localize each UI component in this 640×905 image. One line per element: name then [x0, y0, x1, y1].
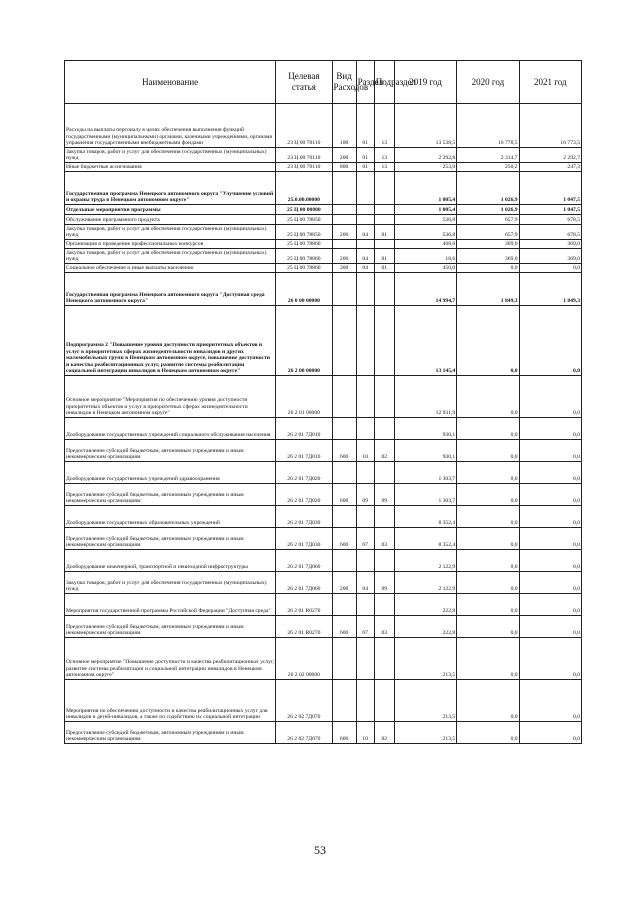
cell-name: Предоставление субсидий бюджетным, автономным учреждениям и иным некоммерческим организациям [65, 616, 276, 638]
cell-target: 26 2 02 7Д070 [276, 722, 332, 744]
header-year-2019: 2019 год [394, 61, 456, 104]
cell-2021: 369,0 [519, 240, 581, 249]
cell-target: 26 2 01 7Д030 [276, 506, 332, 528]
cell-expense-type [332, 376, 356, 418]
table-row [65, 172, 582, 205]
cell-target: 25 Ц 00 78850 [276, 215, 332, 225]
cell-2020: 0,0 [457, 638, 519, 680]
cell-2019: 1 303,7 [394, 484, 456, 506]
cell-name: Предоставление субсидий бюджетным, автономным учреждениям и иным некоммерческим организациям [65, 528, 276, 550]
cell-target: 26 2 01 7Д010 [276, 440, 332, 462]
header-section: Раздел [356, 61, 374, 104]
cell-expense-type [332, 638, 356, 680]
cell-2020: 0,0 [457, 528, 519, 550]
cell-2020: 0,0 [457, 440, 519, 462]
cell-expense-type: 200 [332, 249, 356, 264]
cell-2020: 16 778,5 [457, 104, 519, 148]
cell-name: Дооборудование государственных учреждений здравоохранения [65, 462, 276, 484]
table-row [65, 225, 582, 240]
cell-expense-type [332, 205, 356, 215]
cell-2021: 2 292,7 [519, 148, 581, 163]
table-row [65, 148, 582, 163]
cell-subsection [374, 638, 394, 680]
cell-2021: 1 047,5 [519, 205, 581, 215]
table-row [65, 104, 582, 148]
header-name: Наименование [65, 61, 276, 104]
cell-subsection: 03 [374, 616, 394, 638]
cell-target: 26 2 02 7Д070 [276, 680, 332, 722]
cell-target: 26 2 00 00000 [276, 306, 332, 376]
cell-name: Иные бюджетные ассигнования [65, 163, 276, 172]
cell-2021: 0,0 [519, 550, 581, 572]
cell-section [356, 172, 374, 205]
cell-expense-type [332, 306, 356, 376]
cell-name: Закупка товаров, работ и услуг для обеспечения государственных (муниципальных) нужд [65, 572, 276, 594]
cell-2019: 2 292,8 [394, 148, 456, 163]
cell-section [356, 550, 374, 572]
cell-section: 07 [356, 616, 374, 638]
cell-name: Основное мероприятие "Мероприятия по обеспечению уровня доступности приоритетных объектов и услуг в приоритетных сферах жизнедеятельности инвалидов в Ненецком автономном округе" [65, 376, 276, 418]
cell-target: 23 Ц 00 70110 [276, 148, 332, 163]
cell-section [356, 306, 374, 376]
cell-2019: 2 122,9 [394, 550, 456, 572]
cell-subsection [374, 215, 394, 225]
cell-2021: 369,0 [519, 249, 581, 264]
cell-section: 01 [356, 148, 374, 163]
cell-subsection [374, 462, 394, 484]
cell-expense-type: 300 [332, 264, 356, 273]
cell-expense-type: 200 [332, 148, 356, 163]
cell-expense-type: 200 [332, 572, 356, 594]
cell-2020: 369,0 [457, 249, 519, 264]
cell-section [356, 680, 374, 722]
cell-section: 01 [356, 104, 374, 148]
cell-section: 07 [356, 528, 374, 550]
cell-name: Основное мероприятие "Повышение доступности и качества реабилитационных услуг, развитие системы реабилитации и социальной интеграции инвалидов в Ненецком автономном округе" [65, 638, 276, 680]
cell-section: 09 [356, 484, 374, 506]
cell-target: 26 2 01 7Д010 [276, 418, 332, 440]
cell-2019: 1 303,7 [394, 462, 456, 484]
cell-section [356, 594, 374, 616]
cell-2019: 468,6 [394, 240, 456, 249]
cell-subsection [374, 680, 394, 722]
cell-name: Подпрограмма 2 "Повышение уровня доступности приоритетных объектов и услуг в приоритетных сферах жизнедеятельности инвалидов и других маломобильных групп в Ненецком автономном округе, повышение доступности и качества реабилитационных услуг, развитие системы реабилитации социальной интеграции инвалидов в Ненецком автономном округе" [65, 306, 276, 376]
cell-subsection: 13 [374, 104, 394, 148]
cell-section: 10 [356, 440, 374, 462]
cell-target: 26 2 01 7Д030 [276, 528, 332, 550]
cell-expense-type: 600 [332, 440, 356, 462]
cell-section: 04 [356, 264, 374, 273]
table-row [65, 484, 582, 506]
cell-subsection [374, 240, 394, 249]
cell-expense-type [332, 418, 356, 440]
cell-2020: 0,0 [457, 722, 519, 744]
cell-expense-type [332, 172, 356, 205]
cell-2021: 0,0 [519, 306, 581, 376]
cell-subsection: 01 [374, 225, 394, 240]
cell-2019: 1 005,4 [394, 172, 456, 205]
cell-expense-type: 600 [332, 484, 356, 506]
cell-subsection: 01 [374, 264, 394, 273]
cell-name: Расходы на выплаты персоналу в целях обеспечения выполнения функций государственными (муниципальными) органами, казенными учреждениями, органами управления государственными внебюджетными фондами [65, 104, 276, 148]
cell-section: 04 [356, 249, 374, 264]
cell-2021: 0,0 [519, 528, 581, 550]
cell-expense-type [332, 215, 356, 225]
header-row [65, 61, 582, 104]
cell-section: 04 [356, 225, 374, 240]
cell-section [356, 418, 374, 440]
cell-2019: 13 538,5 [394, 104, 456, 148]
cell-2019: 253,0 [394, 163, 456, 172]
cell-target: 26 0 00 00000 [276, 273, 332, 306]
table-row [65, 462, 582, 484]
cell-subsection: 02 [374, 722, 394, 744]
cell-section [356, 506, 374, 528]
cell-subsection: 13 [374, 148, 394, 163]
cell-2019: 222,8 [394, 616, 456, 638]
cell-2019: 930,1 [394, 440, 456, 462]
cell-2021: 0,0 [519, 572, 581, 594]
cell-name: Закупка товаров, работ и услуг для обеспечения государственных (муниципальных) нужд [65, 148, 276, 163]
table-row [65, 572, 582, 594]
cell-subsection [374, 205, 394, 215]
budget-table [64, 60, 582, 744]
page-number: 53 [314, 843, 326, 857]
cell-2020: 2 314,7 [457, 148, 519, 163]
cell-2019: 12 931,9 [394, 376, 456, 418]
cell-target: 26 2 01 7Д020 [276, 484, 332, 506]
cell-2020: 657,9 [457, 225, 519, 240]
cell-2021: 0,0 [519, 462, 581, 484]
table-row [65, 594, 582, 616]
cell-2020: 0,0 [457, 264, 519, 273]
table-row [65, 638, 582, 680]
cell-subsection: 09 [374, 484, 394, 506]
cell-2021: 247,3 [519, 163, 581, 172]
cell-2020: 0,0 [457, 376, 519, 418]
cell-target: 25.0.00.00000 [276, 172, 332, 205]
cell-2020: 0,0 [457, 572, 519, 594]
cell-subsection [374, 172, 394, 205]
cell-section: 04 [356, 572, 374, 594]
cell-subsection: 03 [374, 528, 394, 550]
cell-expense-type: 200 [332, 225, 356, 240]
cell-name: Обслуживание программного продукта [65, 215, 276, 225]
cell-section [356, 462, 374, 484]
table-row [65, 240, 582, 249]
cell-name: Закупка товаров, работ и услуг для обеспечения государственных (муниципальных) нужд [65, 225, 276, 240]
cell-2021: 0,0 [519, 506, 581, 528]
cell-name: Дооборудование государственных образовательных учреждений [65, 506, 276, 528]
cell-name: Дооборудование государственных учреждений социального обслуживания населения [65, 418, 276, 440]
cell-2019: 213,5 [394, 722, 456, 744]
cell-expense-type [332, 680, 356, 722]
table-row [65, 418, 582, 440]
header-year-2021: 2021 год [519, 61, 581, 104]
cell-target: 26 2 01 7Д020 [276, 462, 332, 484]
cell-2019: 536,8 [394, 215, 456, 225]
table-row [65, 215, 582, 225]
table-row [65, 205, 582, 215]
cell-name: Организация и проведение профессиональных конкурсов [65, 240, 276, 249]
cell-target: 26 2 02 00000 [276, 638, 332, 680]
cell-2021: 0,0 [519, 264, 581, 273]
cell-section [356, 273, 374, 306]
cell-2019: 2 122,9 [394, 572, 456, 594]
cell-2020: 0,0 [457, 680, 519, 722]
cell-subsection: 13 [374, 163, 394, 172]
cell-section: 10 [356, 722, 374, 744]
table-row [65, 306, 582, 376]
cell-expense-type [332, 240, 356, 249]
table-row [65, 506, 582, 528]
cell-expense-type [332, 506, 356, 528]
cell-2021: 0,0 [519, 638, 581, 680]
cell-name: Предоставление субсидий бюджетным, автономным учреждениям и иным некоммерческим организациям [65, 484, 276, 506]
cell-subsection [374, 376, 394, 418]
table-row [65, 273, 582, 306]
cell-2019: 222,8 [394, 594, 456, 616]
cell-2020: 0,0 [457, 306, 519, 376]
cell-2019: 13 145,4 [394, 306, 456, 376]
header-year-2020: 2020 год [457, 61, 519, 104]
table-row [65, 722, 582, 744]
cell-target: 26 2 01 R0270 [276, 616, 332, 638]
cell-subsection [374, 306, 394, 376]
cell-name: Мероприятия по обеспечению доступности и качества реабилитационных услуг для инвалидов и детей-инвалидов, а также по содействию их социальной интеграции [65, 680, 276, 722]
cell-2021: 16 773,5 [519, 104, 581, 148]
cell-2019: 8 352,4 [394, 506, 456, 528]
table-row [65, 528, 582, 550]
cell-target: 25 Ц 00 78860 [276, 264, 332, 273]
cell-target: 25 Ц 00 78860 [276, 249, 332, 264]
table-row [65, 249, 582, 264]
cell-expense-type [332, 273, 356, 306]
cell-expense-type [332, 550, 356, 572]
cell-subsection [374, 594, 394, 616]
cell-subsection [374, 506, 394, 528]
cell-2021: 0,0 [519, 418, 581, 440]
cell-target: 26 2 01 7Д060 [276, 550, 332, 572]
cell-2019: 14 994,7 [394, 273, 456, 306]
cell-section [356, 205, 374, 215]
table-row [65, 163, 582, 172]
cell-target: 25 Ц 00 78860 [276, 240, 332, 249]
cell-2019: 1 005,4 [394, 205, 456, 215]
cell-2021: 678,5 [519, 215, 581, 225]
cell-name: Предоставление субсидий бюджетным, автономным учреждениям и иным некоммерческим организациям [65, 722, 276, 744]
cell-name: Государственная программа Ненецкого автономного округа "Улучшение условий и охраны труда в Ненецком автономном округе" [65, 172, 276, 205]
cell-2021: 0,0 [519, 594, 581, 616]
cell-target: 25 Ц 00 00000 [276, 205, 332, 215]
cell-section [356, 215, 374, 225]
cell-target: 23 Ц 00 70110 [276, 104, 332, 148]
cell-2021: 0,0 [519, 376, 581, 418]
cell-name: Дооборудование инженерной, транспортной и пешеходной инфраструктуры [65, 550, 276, 572]
cell-2019: 450,0 [394, 264, 456, 273]
cell-name: Предоставление субсидий бюджетным, автономным учреждениям и иным некоммерческим организациям [65, 440, 276, 462]
table-row [65, 616, 582, 638]
cell-name: Социальное обеспечение и иные выплаты населению [65, 264, 276, 273]
cell-2020: 1 849,3 [457, 273, 519, 306]
cell-2019: 213,5 [394, 638, 456, 680]
cell-2019: 8 352,4 [394, 528, 456, 550]
cell-2021: 0,0 [519, 616, 581, 638]
table-row [65, 264, 582, 273]
cell-subsection [374, 273, 394, 306]
cell-section [356, 638, 374, 680]
cell-section: 01 [356, 163, 374, 172]
cell-2019: 930,1 [394, 418, 456, 440]
cell-2020: 0,0 [457, 594, 519, 616]
cell-2019: 213,5 [394, 680, 456, 722]
cell-2020: 0,0 [457, 506, 519, 528]
cell-2020: 1 026,9 [457, 172, 519, 205]
cell-2020: 0,0 [457, 550, 519, 572]
table-row [65, 440, 582, 462]
cell-section [356, 376, 374, 418]
cell-2020: 369,0 [457, 240, 519, 249]
table-body [65, 104, 582, 744]
cell-expense-type: 600 [332, 722, 356, 744]
cell-subsection [374, 418, 394, 440]
cell-2019: 18,6 [394, 249, 456, 264]
table-row [65, 550, 582, 572]
cell-2021: 678,5 [519, 225, 581, 240]
cell-target: 26 2 01 7Д060 [276, 572, 332, 594]
cell-expense-type [332, 462, 356, 484]
cell-2021: 0,0 [519, 440, 581, 462]
cell-2020: 1 026,9 [457, 205, 519, 215]
cell-name: Государственная программа Ненецкого автономного округа "Доступная среда Ненецкого автономного округа" [65, 273, 276, 306]
cell-2020: 657,9 [457, 215, 519, 225]
cell-name: Мероприятия государственной программы Российской Федерации "Доступная среда" [65, 594, 276, 616]
cell-2020: 0,0 [457, 616, 519, 638]
header-expense-type: Вид Расходов [332, 61, 356, 104]
cell-2019: 536,8 [394, 225, 456, 240]
cell-expense-type [332, 594, 356, 616]
cell-2020: 0,0 [457, 418, 519, 440]
cell-name: Закупка товаров, работ и услуг для обеспечения государственных (муниципальных) нужд [65, 249, 276, 264]
header-target: Целевая статья [276, 61, 332, 104]
table-row [65, 680, 582, 722]
cell-name: Отдельные мероприятия программы [65, 205, 276, 215]
cell-2021: 0,0 [519, 722, 581, 744]
table-row [65, 376, 582, 418]
cell-2021: 0,0 [519, 680, 581, 722]
header-subsection: Подраздел [374, 61, 394, 104]
cell-target: 26 2 01 00000 [276, 376, 332, 418]
cell-2020: 0,0 [457, 484, 519, 506]
cell-target: 25 Ц 00 78850 [276, 225, 332, 240]
cell-target: 23 Ц 00 70110 [276, 163, 332, 172]
cell-section [356, 240, 374, 249]
cell-2021: 1 047,5 [519, 172, 581, 205]
cell-2021: 0,0 [519, 484, 581, 506]
cell-subsection: 02 [374, 440, 394, 462]
cell-target: 26 2 01 R0270 [276, 594, 332, 616]
cell-2020: 0,0 [457, 462, 519, 484]
cell-2021: 1 849,3 [519, 273, 581, 306]
cell-subsection: 09 [374, 572, 394, 594]
cell-expense-type: 100 [332, 104, 356, 148]
cell-expense-type: 600 [332, 616, 356, 638]
cell-2020: 250,2 [457, 163, 519, 172]
cell-subsection: 01 [374, 249, 394, 264]
cell-expense-type: 800 [332, 163, 356, 172]
cell-subsection [374, 550, 394, 572]
cell-expense-type: 600 [332, 528, 356, 550]
